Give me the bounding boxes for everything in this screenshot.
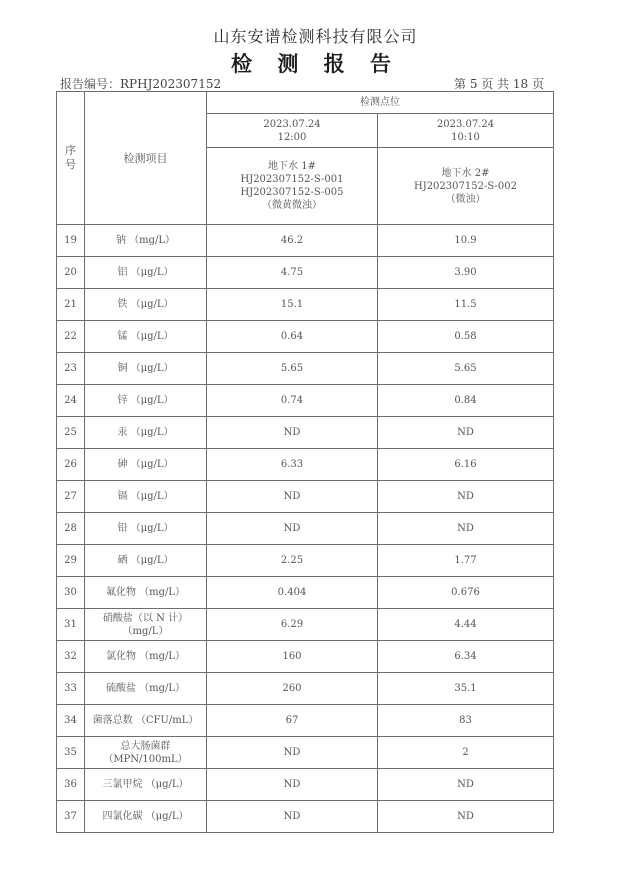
row-value-1: 67 <box>207 705 378 737</box>
row-no: 33 <box>57 673 85 705</box>
row-no: 35 <box>57 737 85 769</box>
row-item: 硝酸盐（以 N 计）（mg/L） <box>85 609 207 641</box>
row-no: 32 <box>57 641 85 673</box>
row-no: 25 <box>57 417 85 449</box>
row-item: 锌 （μg/L） <box>85 385 207 417</box>
row-item: 四氯化碳 （μg/L） <box>85 801 207 833</box>
row-item: 镉 （μg/L） <box>85 481 207 513</box>
company-name: 山东安谱检测科技有限公司 <box>213 27 418 46</box>
row-item: 铜 （μg/L） <box>85 353 207 385</box>
row-no: 26 <box>57 449 85 481</box>
col-header-points: 检测点位 <box>207 92 554 114</box>
row-no: 30 <box>57 577 85 609</box>
row-no: 20 <box>57 257 85 289</box>
row-item: 三氯甲烷 （μg/L） <box>85 769 207 801</box>
table-row <box>57 449 554 481</box>
row-no: 27 <box>57 481 85 513</box>
row-value-1: 4.75 <box>207 257 378 289</box>
row-value-1: 5.65 <box>207 353 378 385</box>
row-item: 铅 （μg/L） <box>85 513 207 545</box>
row-item: 锰 （μg/L） <box>85 321 207 353</box>
row-value-1: 46.2 <box>207 225 378 257</box>
row-value-1: 160 <box>207 641 378 673</box>
table-row <box>57 673 554 705</box>
row-no: 21 <box>57 289 85 321</box>
row-value-1: ND <box>207 737 378 769</box>
row-value-2: 35.1 <box>378 673 554 705</box>
row-value-2: 0.676 <box>378 577 554 609</box>
table-row <box>57 737 554 769</box>
row-value-2: 0.84 <box>378 385 554 417</box>
row-value-2: ND <box>378 417 554 449</box>
row-value-1: 260 <box>207 673 378 705</box>
table-row <box>57 353 554 385</box>
row-value-1: 0.74 <box>207 385 378 417</box>
row-no: 29 <box>57 545 85 577</box>
table-row <box>57 545 554 577</box>
col-header-item: 检测项目 <box>85 92 207 225</box>
row-no: 24 <box>57 385 85 417</box>
row-no: 28 <box>57 513 85 545</box>
table-row <box>57 513 554 545</box>
row-value-1: ND <box>207 417 378 449</box>
row-value-2: 4.44 <box>378 609 554 641</box>
table-row <box>57 225 554 257</box>
point-1-sample: 地下水 1# HJ202307152-S-001 HJ202307152-S-005 （微黄微浊） <box>207 148 378 225</box>
row-value-2: 1.77 <box>378 545 554 577</box>
table-row <box>57 641 554 673</box>
row-value-2: 10.9 <box>378 225 554 257</box>
point-2-sample: 地下水 2# HJ202307152-S-002 （微浊） <box>378 148 554 225</box>
row-value-2: 83 <box>378 705 554 737</box>
row-value-1: 2.25 <box>207 545 378 577</box>
table-row <box>57 705 554 737</box>
row-value-1: ND <box>207 513 378 545</box>
page-info: 第 5 页 共 18 页 <box>454 77 544 91</box>
row-value-2: ND <box>378 481 554 513</box>
col-header-seq: 序号 <box>57 92 85 225</box>
row-item: 氯化物 （mg/L） <box>85 641 207 673</box>
row-item: 砷 （μg/L） <box>85 449 207 481</box>
row-item: 汞 （μg/L） <box>85 417 207 449</box>
row-value-2: 6.16 <box>378 449 554 481</box>
table-row <box>57 577 554 609</box>
row-value-1: ND <box>207 801 378 833</box>
report-number: 报告编号：RPHJ202307152 <box>60 77 222 91</box>
row-value-1: ND <box>207 481 378 513</box>
row-value-1: ND <box>207 769 378 801</box>
row-item: 铝 （μg/L） <box>85 257 207 289</box>
row-item: 硫酸盐 （mg/L） <box>85 673 207 705</box>
table-row <box>57 609 554 641</box>
row-no: 31 <box>57 609 85 641</box>
row-value-2: 6.34 <box>378 641 554 673</box>
row-item: 钠 （mg/L） <box>85 225 207 257</box>
results-table <box>56 91 554 833</box>
row-value-1: 0.404 <box>207 577 378 609</box>
point-1-datetime: 2023.07.24 12:00 <box>207 114 378 148</box>
row-value-1: 6.33 <box>207 449 378 481</box>
row-value-2: ND <box>378 801 554 833</box>
row-value-1: 6.29 <box>207 609 378 641</box>
row-item: 氟化物 （mg/L） <box>85 577 207 609</box>
row-no: 23 <box>57 353 85 385</box>
row-value-2: 3.90 <box>378 257 554 289</box>
row-item: 硒 （μg/L） <box>85 545 207 577</box>
row-value-2: 0.58 <box>378 321 554 353</box>
row-value-1: 0.64 <box>207 321 378 353</box>
row-value-1: 15.1 <box>207 289 378 321</box>
row-value-2: ND <box>378 769 554 801</box>
table-row <box>57 321 554 353</box>
table-row <box>57 385 554 417</box>
row-value-2: 2 <box>378 737 554 769</box>
row-no: 22 <box>57 321 85 353</box>
row-item: 菌落总数 （CFU/mL） <box>85 705 207 737</box>
table-row <box>57 417 554 449</box>
row-value-2: 5.65 <box>378 353 554 385</box>
table-row <box>57 289 554 321</box>
table-row <box>57 769 554 801</box>
point-2-datetime: 2023.07.24 10:10 <box>378 114 554 148</box>
row-value-2: ND <box>378 513 554 545</box>
table-row <box>57 801 554 833</box>
table-row <box>57 257 554 289</box>
table-row <box>57 481 554 513</box>
row-item: 铁 （μg/L） <box>85 289 207 321</box>
row-no: 19 <box>57 225 85 257</box>
report-title: 检 测 报 告 <box>231 51 400 76</box>
row-item: 总大肠菌群（MPN/100mL） <box>85 737 207 769</box>
row-no: 36 <box>57 769 85 801</box>
row-value-2: 11.5 <box>378 289 554 321</box>
row-no: 37 <box>57 801 85 833</box>
row-no: 34 <box>57 705 85 737</box>
